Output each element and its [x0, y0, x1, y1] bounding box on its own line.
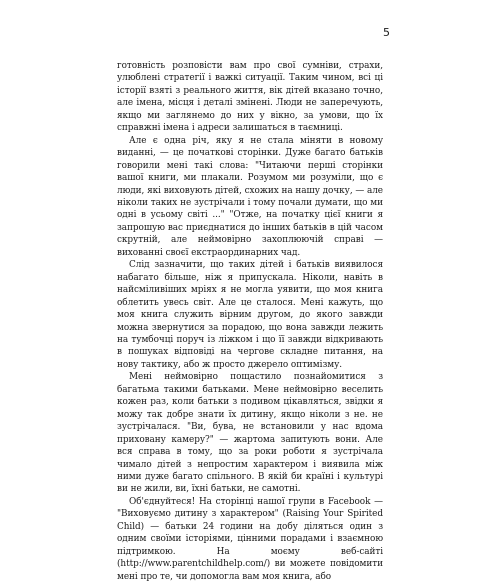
paragraph-1: готовність розповісти вам про свої сумніви, страхи, улюблені стратегії і важкі ситуації. Таким чином, всі ці історії взяті з реального життя, вік дітей вказано точно, але імена, місця і деталі змінені. Люди не заперечують, якщо ми заглянемо до них у вікно, за умови, що їх справжні імена і адреси залишаться в таємниці.: [117, 61, 383, 134]
paragraph-3: Слід зазначити, що таких дітей і батьків виявилося набагато більше, ніж я припускала. Ніколи, навіть в найсміливіших мріях я не могла уявити, що моя книга облетить увесь світ. Але це сталося. Мені кажуть, що моя книга служить вірним другом, до якого завжди можна звернутися за порадою, що вона завжди лежить на тумбочці поруч із ліжком і що її завжди відкривають в пошуках відповіді на чергове складне питання, на нову тактику, або ж просто джерело оптимізму.: [117, 260, 383, 370]
page-number: 5: [383, 26, 390, 39]
paragraph-5: Об'єднуйтеся! На сторінці нашої групи в Facebook — "Виховуємо дитину з характером" (Raising Your Spirited Child) — батьки 24 години на добу діляться один з одним своїми історіями, цінними порадами і взаємною підтримкою. На моєму веб-сайті (http://www.parentchildhelp.com/) ви можете повідомити мені про те, чи допомогла вам моя книга, або: [117, 496, 383, 582]
paragraph-2: Але є одна річ, яку я не стала міняти в новому виданні, — це початкові сторінки. Дуже багато батьків говорили мені такі слова: "Читаючи перші сторінки вашої книги, ми плакали. Розумом ми розуміли, що є люди, які виховують дітей, схожих на нашу дочку, — але ніколи таких не зустрічали і тому почали думати, що ми одні в усьому світі ..." "Отже, на початку цієї книги я запрошую вас приєднатися до інших батьків в цій часом скрутній, але неймовірно захоплюючій справі — вихованні своєї екстраординарних чад.: [117, 135, 383, 258]
body-text: [117, 60, 383, 583]
paragraph-4: Мені неймовірно пощастило познайомитися з багатьма такими батьками. Мене неймовірно веселить кожен раз, коли батьки з подивом цікавляться, звідки я можу так добре знати їх дитину, якщо ніколи з не. не зустрічалася. "Ви, бува, не встановили у нас вдома приховану камеру?" — жартома запитують вони. Але вся справа в тому, що за роки роботи я зустрічала чимало дітей з непростим характером і виявила між ними дуже багато спільного. В якій би країні і культурі ви не жили, ви, їхні батьки, не самотні.: [117, 372, 383, 495]
